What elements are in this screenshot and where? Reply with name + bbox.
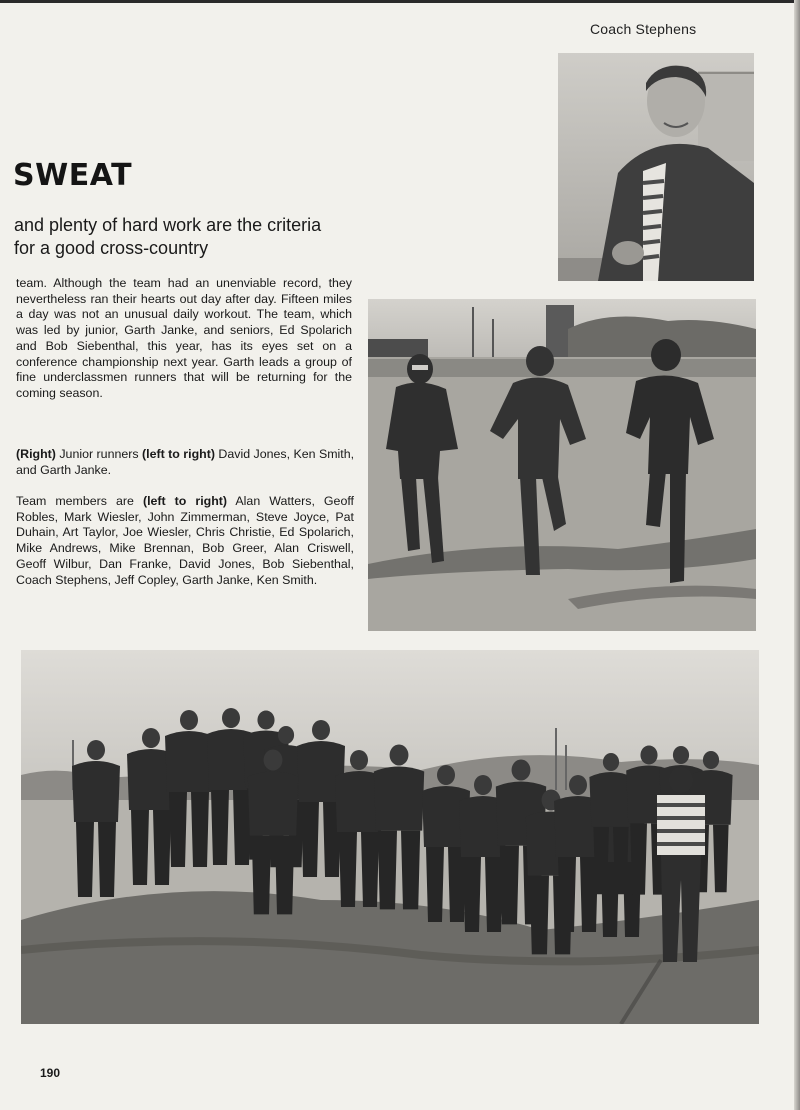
team-caption-names: Alan Watters, Geoff Robles, Mark Wiesler, John Zimmerman, Steve Joyce, Pat Duhain, Art Taylor, Joe Wiesler, Chris Christie, Ed Spolarich, Mike Andrews, Mike Brennan, Bob Greer, Alan Criswell, Geoff Wilbur, Dan Franke, David Jones, Bob Siebenthal, Coach Stephens, Jeff Copley, Garth Janke, Ken Smith.	[16, 494, 355, 587]
article-lead: and plenty of hard work are the criteria for a good cross-country	[14, 215, 322, 258]
runners-caption-prefix: (Right)	[16, 447, 56, 461]
team-caption-prefix: Team members are	[16, 494, 143, 508]
coach-photo-caption: Coach Stephens	[590, 21, 697, 37]
runners-caption-direction: (left to right)	[142, 447, 215, 461]
coach-photo	[558, 53, 754, 281]
page-top-edge	[0, 0, 800, 3]
runners-caption-text-1: Junior runners	[55, 447, 143, 461]
runners-caption-text-2: David Jones, Ken Smith, and Garth Janke.	[16, 447, 355, 477]
team-caption	[16, 494, 354, 588]
runners-photo	[368, 299, 756, 631]
team-photo	[21, 650, 759, 1024]
team-caption-direction: (left to right)	[142, 494, 228, 508]
page-number: 190	[40, 1066, 61, 1080]
article-body: team. Although the team had an unenviable record, they nevertheless ran their hearts out day after day. Fifteen miles a day was not an unusual daily workout. The team, which was led by junior, Garth Janke, and seniors, Ed Spolarich and Bob Siebenthal, this year, has its eyes set on a conference championship next year. Garth leads a group of fine underclassmen runners that will be returning for the coming season.	[16, 276, 352, 400]
page-right-edge	[794, 0, 800, 1110]
runners-caption	[16, 447, 356, 478]
article-headline: SWEAT	[13, 158, 133, 193]
